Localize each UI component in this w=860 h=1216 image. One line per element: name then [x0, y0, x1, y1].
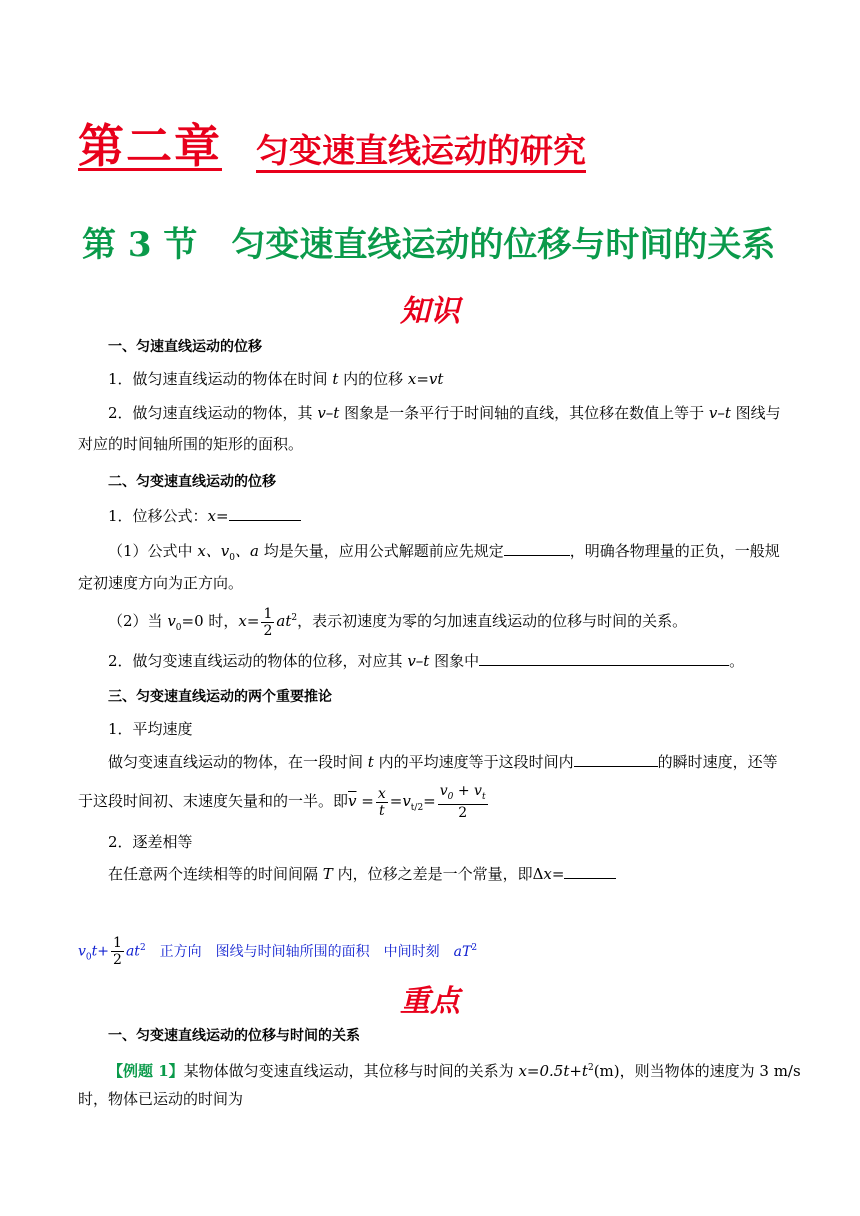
- part3-p2: 于这段时间初、末速度矢量和的一半。即$\overline{v}$ = $\frac{x}{t}$ $=v_{t/2}=$ $\frac{v_0 + v_t}{2}$: [78, 782, 486, 822]
- fraction-average-velocity: $\frac{v_0 + v_t}{2}$: [439, 782, 486, 822]
- part3-item1: 1．平均速度: [108, 720, 193, 738]
- part3-p3: 在任意两个连续相等的时间间隔 T 内，位移之差是一个常量，即Δx=: [108, 864, 616, 884]
- chapter-name: 匀变速直线运动的研究: [256, 131, 586, 170]
- part2-item2: 2．做匀变速直线运动的物体的位移，对应其 v–t 图象中 。: [108, 652, 745, 670]
- part2-heading: 二、匀变速直线运动的位移: [108, 474, 276, 490]
- example-tag: 【例题 1】: [108, 1062, 184, 1080]
- answer-4: 中间时刻: [383, 943, 440, 960]
- part3-p1: 做匀变速直线运动的物体，在一段时间 t 内的平均速度等于这段时间内 的瞬时速度，还等: [108, 753, 778, 771]
- chapter-number: 第二章: [78, 119, 222, 173]
- part1-item1: 1．做匀速直线运动的物体在时间 t 内的位移 x=vt: [108, 370, 444, 388]
- answer-3: 图线与时间轴所围的面积: [215, 943, 370, 960]
- fill-blank-3[interactable]: [479, 651, 729, 666]
- chapter-title: [78, 110, 586, 180]
- part1-heading: 一、匀速直线运动的位移: [108, 339, 262, 355]
- section-title: 第 3 节 匀变速直线运动的位移与时间的关系: [82, 225, 776, 265]
- fill-blank-5[interactable]: [564, 864, 616, 879]
- answer-5: aT: [453, 943, 472, 960]
- fill-blank-2[interactable]: [504, 541, 570, 556]
- example-1-line1: 【例题 1】某物体做匀变速直线运动，其位移与时间的关系为 $x=0.5t+t^2(m)$，则当物体的速度为 3 m/s: [108, 1062, 801, 1080]
- answer-fraction-one-half: $\frac{1}{2}$: [113, 935, 122, 969]
- fraction-x-over-t: $\frac{x}{t}$: [377, 785, 386, 819]
- part2-sub2: （2）当 $v_0=0$ 时，x= $\frac{1}{2}$ $at^2$，表示初速度为零的匀加速直线运动的位移与时间的关系。: [108, 605, 688, 639]
- part3-item2: 2．逐差相等: [108, 833, 193, 851]
- answer-key: $v_0t+$ $\frac{1}{2}$ $at^2$ 正方向 图线与时间轴所围的面积 中间时刻 $aT^2$: [78, 935, 478, 969]
- keypart-heading: 一、匀变速直线运动的位移与时间的关系: [108, 1028, 360, 1044]
- fill-blank-4[interactable]: [574, 752, 658, 767]
- knowledge-heading: 知识: [400, 294, 460, 329]
- part2-sub1-line1: （1）公式中 x、$v_0$、a 均是矢量，应用公式解题前应先规定 ，明确各物理量的正负，一般规: [108, 542, 780, 563]
- part3-heading: 三、匀变速直线运动的两个重要推论: [108, 689, 332, 705]
- example-1-line2: 时，物体已运动的时间为: [78, 1090, 244, 1108]
- part1-item2-line1: 2．做匀速直线运动的物体，其 v–t 图象是一条平行于时间轴的直线，其位移在数值上等于 v–t 图线与: [108, 404, 781, 422]
- fill-blank-1[interactable]: [229, 506, 301, 521]
- answer-2: 正方向: [159, 943, 202, 960]
- part1-item2-line2: 对应的时间轴所围的矩形的面积。: [78, 435, 304, 453]
- part2-sub1-line2: 定初速度方向为正方向。: [78, 574, 244, 592]
- fraction-one-half: $\frac{1}{2}$: [263, 605, 273, 639]
- key-points-heading: 重点: [400, 984, 460, 1019]
- part2-item1: 1．位移公式：x=: [108, 506, 301, 526]
